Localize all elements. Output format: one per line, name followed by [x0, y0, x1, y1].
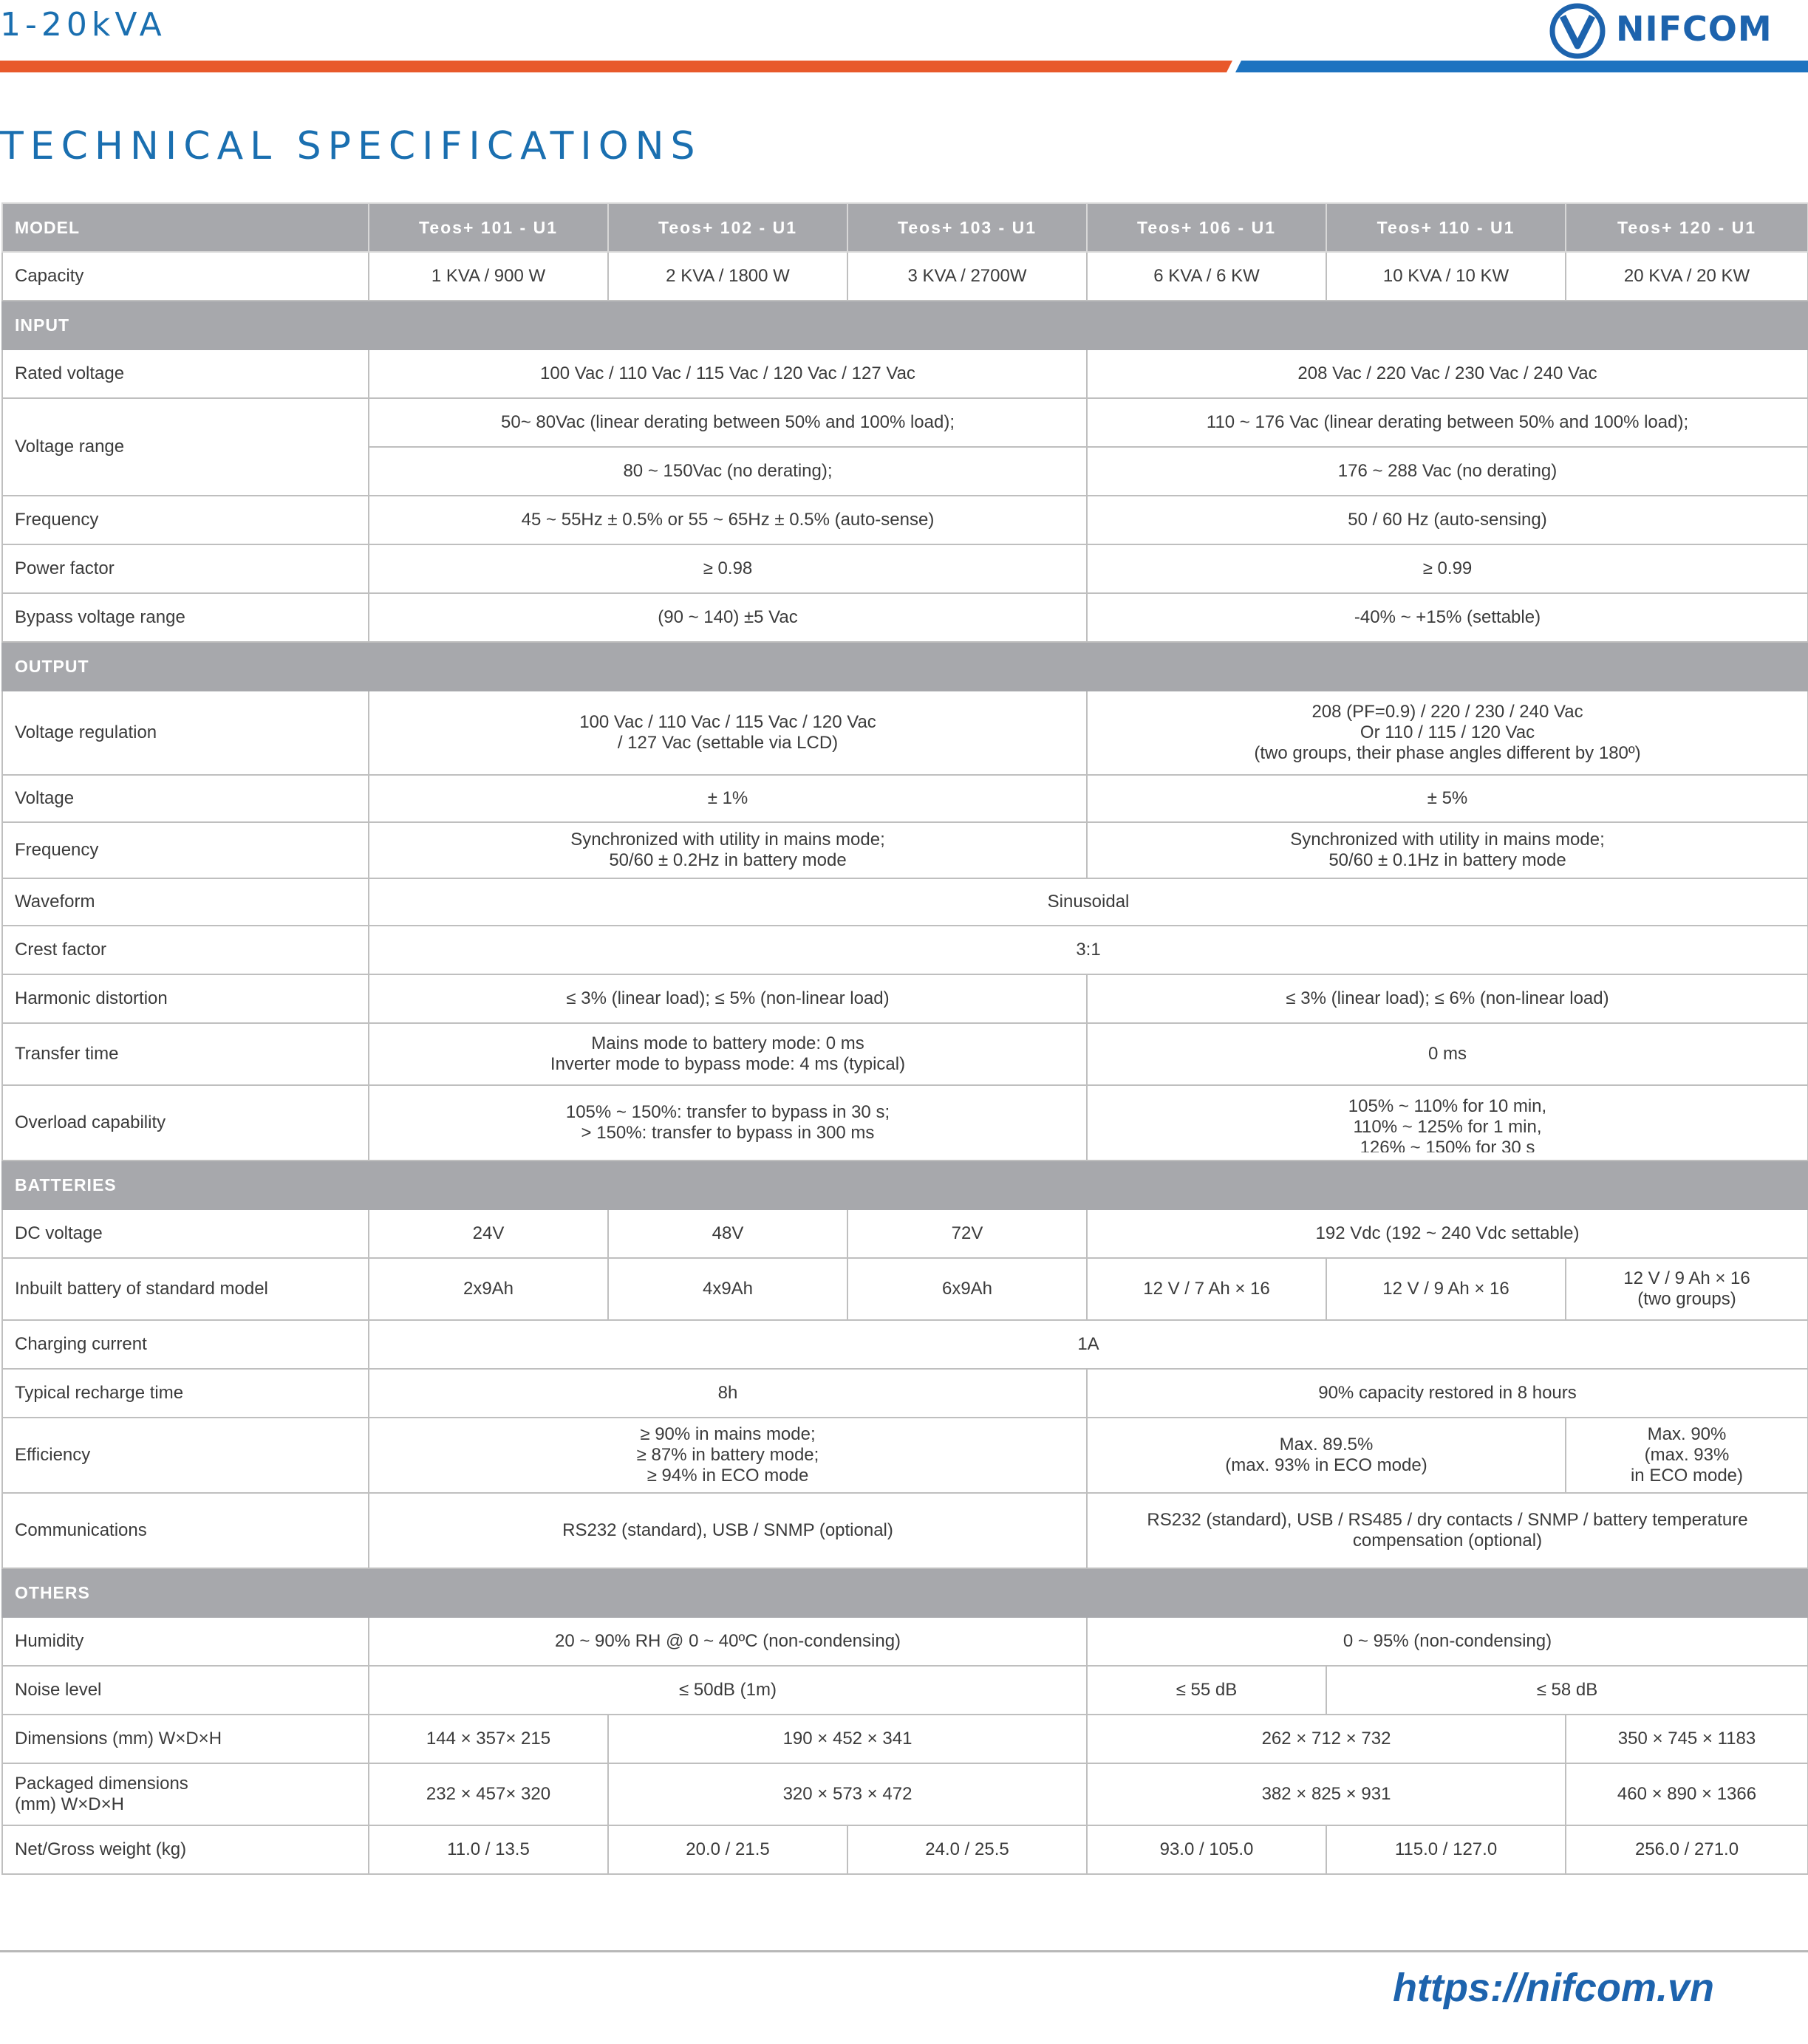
noise-level-row [2, 1666, 1808, 1715]
label-line: Packaged dimensions [15, 1774, 188, 1794]
recharge-time-row [2, 1369, 1808, 1418]
cell-value: 2x9Ah [369, 1258, 608, 1320]
cell-value: 1A [369, 1320, 1808, 1369]
waveform-row [2, 878, 1808, 926]
cell-line: 110% ~ 125% for 1 min, [1353, 1117, 1542, 1137]
cell-value: Sinusoidal [369, 878, 1808, 926]
cell-value: 232 × 457× 320 [369, 1763, 608, 1825]
cell-value: 350 × 745 × 1183 [1566, 1715, 1808, 1763]
row-label: Typical recharge time [2, 1369, 369, 1418]
model-name: Teos+ 102 - U1 [608, 203, 847, 252]
cell-line: RS232 (standard), USB / RS485 / dry contacts / SNMP / battery temperature [1147, 1510, 1748, 1530]
cell-value [1566, 1418, 1808, 1493]
row-label: DC voltage [2, 1209, 369, 1258]
cell-line: (max. 93% in ECO mode) [1225, 1455, 1427, 1475]
row-label: Harmonic distortion [2, 974, 369, 1023]
cell-value: 115.0 / 127.0 [1326, 1825, 1566, 1874]
row-label: Rated voltage [2, 349, 369, 398]
cell-line: 126% ~ 150% for 30 s [1360, 1138, 1535, 1152]
row-label: Waveform [2, 878, 369, 926]
cell-value [369, 1023, 1087, 1085]
humidity-row [2, 1617, 1808, 1666]
cell-value: 320 × 573 × 472 [608, 1763, 1087, 1825]
cell-value: 4x9Ah [608, 1258, 847, 1320]
model-label: MODEL [2, 203, 369, 252]
cell-line: (two groups, their phase angles different by 180º) [1254, 743, 1641, 763]
cell-value: 2 KVA / 1800 W [608, 252, 847, 301]
cell-line: > 150%: transfer to bypass in 300 ms [581, 1123, 875, 1143]
cell-line: Synchronized with utility in mains mode; [1290, 830, 1605, 850]
cell-value: 192 Vdc (192 ~ 240 Vdc settable) [1087, 1209, 1808, 1258]
packaged-dimensions-row [2, 1763, 1808, 1825]
cell-value: RS232 (standard), USB / SNMP (optional) [369, 1493, 1087, 1568]
specifications-table [1, 202, 1808, 1875]
cell-value: 11.0 / 13.5 [369, 1825, 608, 1874]
row-label: Transfer time [2, 1023, 369, 1085]
voltage-regulation-row [2, 691, 1808, 775]
brand-name: NIFCOM [1616, 9, 1773, 49]
cell-value [1087, 1493, 1808, 1568]
weight-row [2, 1825, 1808, 1874]
row-label: Crest factor [2, 926, 369, 974]
model-name: Teos+ 101 - U1 [369, 203, 608, 252]
row-label: Frequency [2, 822, 369, 878]
cell-line: (max. 93% [1644, 1445, 1730, 1465]
row-label: Voltage range [2, 398, 369, 496]
cell-line: in ECO mode) [1630, 1466, 1744, 1486]
header-color-bar [0, 61, 1808, 72]
model-header-row [2, 203, 1808, 252]
cell-value: ≤ 3% (linear load); ≤ 6% (non-linear load) [1087, 974, 1808, 1023]
cell-line: 208 (PF=0.9) / 220 / 230 / 240 Vac [1311, 702, 1583, 722]
row-label: Capacity [2, 252, 369, 301]
cell-value: 12 V / 9 Ah × 16 [1326, 1258, 1566, 1320]
cell-value [369, 1085, 1087, 1161]
power-factor-row [2, 544, 1808, 593]
cell-value: 190 × 452 × 341 [608, 1715, 1087, 1763]
cell-value: ≥ 0.98 [369, 544, 1087, 593]
cell-value: 3:1 [369, 926, 1808, 974]
row-label: Frequency [2, 496, 369, 544]
cell-value: 0 ms [1087, 1023, 1808, 1085]
footer-divider [0, 1950, 1808, 1952]
cell-value: 24.0 / 25.5 [847, 1825, 1087, 1874]
section-output [2, 642, 1808, 691]
model-name: Teos+ 103 - U1 [847, 203, 1087, 252]
overload-capability-row [2, 1085, 1808, 1161]
cell-value: 6 KVA / 6 KW [1087, 252, 1326, 301]
harmonic-distortion-row [2, 974, 1808, 1023]
overload-clip [1095, 1093, 1800, 1152]
section-batteries [2, 1161, 1808, 1209]
cell-value: 20 ~ 90% RH @ 0 ~ 40ºC (non-condensing) [369, 1617, 1087, 1666]
row-label [2, 1763, 369, 1825]
section-title: OTHERS [2, 1568, 1808, 1617]
cell-value [1087, 1418, 1566, 1493]
cell-value: 72V [847, 1209, 1087, 1258]
cell-value: 20 KVA / 20 KW [1566, 252, 1808, 301]
cell-line: 105% ~ 150%: transfer to bypass in 30 s; [565, 1102, 890, 1122]
capacity-row [2, 252, 1808, 301]
cell-value [1087, 691, 1808, 775]
row-label: Humidity [2, 1617, 369, 1666]
cell-value: 460 × 890 × 1366 [1566, 1763, 1808, 1825]
row-label: Noise level [2, 1666, 369, 1715]
cell-line: Mains mode to battery mode: 0 ms [591, 1033, 864, 1053]
model-name: Teos+ 120 - U1 [1566, 203, 1808, 252]
cell-value: ± 5% [1087, 775, 1808, 822]
row-label: Communications [2, 1493, 369, 1568]
row-label: Bypass voltage range [2, 593, 369, 642]
cell-value: 256.0 / 271.0 [1566, 1825, 1808, 1874]
cell-value: ≤ 58 dB [1326, 1666, 1808, 1715]
voltage-range-row [2, 398, 1808, 447]
cell-value: ≤ 50dB (1m) [369, 1666, 1087, 1715]
cell-value: 262 × 712 × 732 [1087, 1715, 1566, 1763]
cell-value: ± 1% [369, 775, 1087, 822]
section-title: INPUT [2, 301, 1808, 349]
cell-line: Inverter mode to bypass mode: 4 ms (typical) [550, 1054, 906, 1074]
row-label: Voltage regulation [2, 691, 369, 775]
cell-value: 0 ~ 95% (non-condensing) [1087, 1617, 1808, 1666]
crest-factor-row [2, 926, 1808, 974]
dc-voltage-row [2, 1209, 1808, 1258]
cell-value: 12 V / 7 Ah × 16 [1087, 1258, 1326, 1320]
cell-line: ≥ 94% in ECO mode [647, 1466, 809, 1486]
cell-value: 10 KVA / 10 KW [1326, 252, 1566, 301]
cell-value: 6x9Ah [847, 1258, 1087, 1320]
cell-value: 3 KVA / 2700W [847, 252, 1087, 301]
row-label: Charging current [2, 1320, 369, 1369]
cell-line: (two groups) [1637, 1289, 1736, 1309]
cell-line: / 127 Vac (settable via LCD) [617, 733, 839, 753]
cell-line: Or 110 / 115 / 120 Vac [1360, 722, 1535, 742]
cell-value: 20.0 / 21.5 [608, 1825, 847, 1874]
row-label: Power factor [2, 544, 369, 593]
input-frequency-row [2, 496, 1808, 544]
cell-value: 382 × 825 × 931 [1087, 1763, 1566, 1825]
efficiency-row [2, 1418, 1808, 1493]
cell-value [1566, 1258, 1808, 1320]
inbuilt-battery-row [2, 1258, 1808, 1320]
cell-value: 80 ~ 150Vac (no derating); [369, 447, 1087, 496]
cell-value [1087, 1085, 1808, 1161]
cell-value: 1 KVA / 900 W [369, 252, 608, 301]
cell-value: ≥ 0.99 [1087, 544, 1808, 593]
row-label: Net/Gross weight (kg) [2, 1825, 369, 1874]
output-frequency-row [2, 822, 1808, 878]
cell-value: 50 / 60 Hz (auto-sensing) [1087, 496, 1808, 544]
cell-value: ≤ 3% (linear load); ≤ 5% (non-linear load) [369, 974, 1087, 1023]
cell-value: 144 × 357× 215 [369, 1715, 608, 1763]
cell-value: ≤ 55 dB [1087, 1666, 1326, 1715]
cell-value: 48V [608, 1209, 847, 1258]
cell-line: Synchronized with utility in mains mode; [570, 830, 885, 850]
page-heading: TECHNICAL SPECIFICATIONS [0, 124, 702, 168]
cell-line: Max. 89.5% [1279, 1435, 1374, 1455]
cell-value: 110 ~ 176 Vac (linear derating between 50% and 100% load); [1087, 398, 1808, 447]
nifcom-logo [1548, 0, 1792, 62]
row-label: Voltage [2, 775, 369, 822]
bypass-voltage-row [2, 593, 1808, 642]
label-line: (mm) W×D×H [15, 1794, 124, 1814]
website-link[interactable]: https://nifcom.vn [1393, 1966, 1714, 2010]
cell-value: (90 ~ 140) ±5 Vac [369, 593, 1087, 642]
nifcom-emblem-icon [1548, 0, 1610, 62]
section-input [2, 301, 1808, 349]
cell-line: 100 Vac / 110 Vac / 115 Vac / 120 Vac [579, 712, 876, 732]
cell-value [369, 1418, 1087, 1493]
cell-line: 12 V / 9 Ah × 16 [1623, 1268, 1750, 1288]
cell-line: compensation (optional) [1352, 1531, 1543, 1551]
section-others [2, 1568, 1808, 1617]
cell-value [369, 822, 1087, 878]
cell-line: 105% ~ 110% for 10 min, [1348, 1096, 1547, 1116]
row-label: Overload capability [2, 1085, 369, 1161]
charging-current-row [2, 1320, 1808, 1369]
cell-value: 45 ~ 55Hz ± 0.5% or 55 ~ 65Hz ± 0.5% (auto-sense) [369, 496, 1087, 544]
cell-value: 24V [369, 1209, 608, 1258]
output-voltage-row [2, 775, 1808, 822]
cell-value: 50~ 80Vac (linear derating between 50% and 100% load); [369, 398, 1087, 447]
model-name: Teos+ 110 - U1 [1326, 203, 1566, 252]
cell-line: 50/60 ± 0.2Hz in battery mode [609, 850, 847, 870]
range-title: 1-20kVA [0, 6, 166, 44]
cell-line: Max. 90% [1647, 1424, 1727, 1444]
model-name: Teos+ 106 - U1 [1087, 203, 1326, 252]
rated-voltage-row [2, 349, 1808, 398]
cell-value [1087, 822, 1808, 878]
cell-value: 208 Vac / 220 Vac / 230 Vac / 240 Vac [1087, 349, 1808, 398]
cell-value: 90% capacity restored in 8 hours [1087, 1369, 1808, 1418]
cell-value: 8h [369, 1369, 1087, 1418]
section-title: BATTERIES [2, 1161, 1808, 1209]
row-label: Efficiency [2, 1418, 369, 1493]
dimensions-row [2, 1715, 1808, 1763]
section-title: OUTPUT [2, 642, 1808, 691]
cell-value: 100 Vac / 110 Vac / 115 Vac / 120 Vac / 127 Vac [369, 349, 1087, 398]
row-label: Dimensions (mm) W×D×H [2, 1715, 369, 1763]
cell-line: ≥ 87% in battery mode; [636, 1445, 819, 1465]
cell-line: 50/60 ± 0.1Hz in battery mode [1328, 850, 1566, 870]
cell-value: 176 ~ 288 Vac (no derating) [1087, 447, 1808, 496]
cell-value [369, 691, 1087, 775]
transfer-time-row [2, 1023, 1808, 1085]
cell-line: ≥ 90% in mains mode; [640, 1424, 816, 1444]
row-label: Inbuilt battery of standard model [2, 1258, 369, 1320]
cell-value: -40% ~ +15% (settable) [1087, 593, 1808, 642]
cell-value: 93.0 / 105.0 [1087, 1825, 1326, 1874]
communications-row [2, 1493, 1808, 1568]
